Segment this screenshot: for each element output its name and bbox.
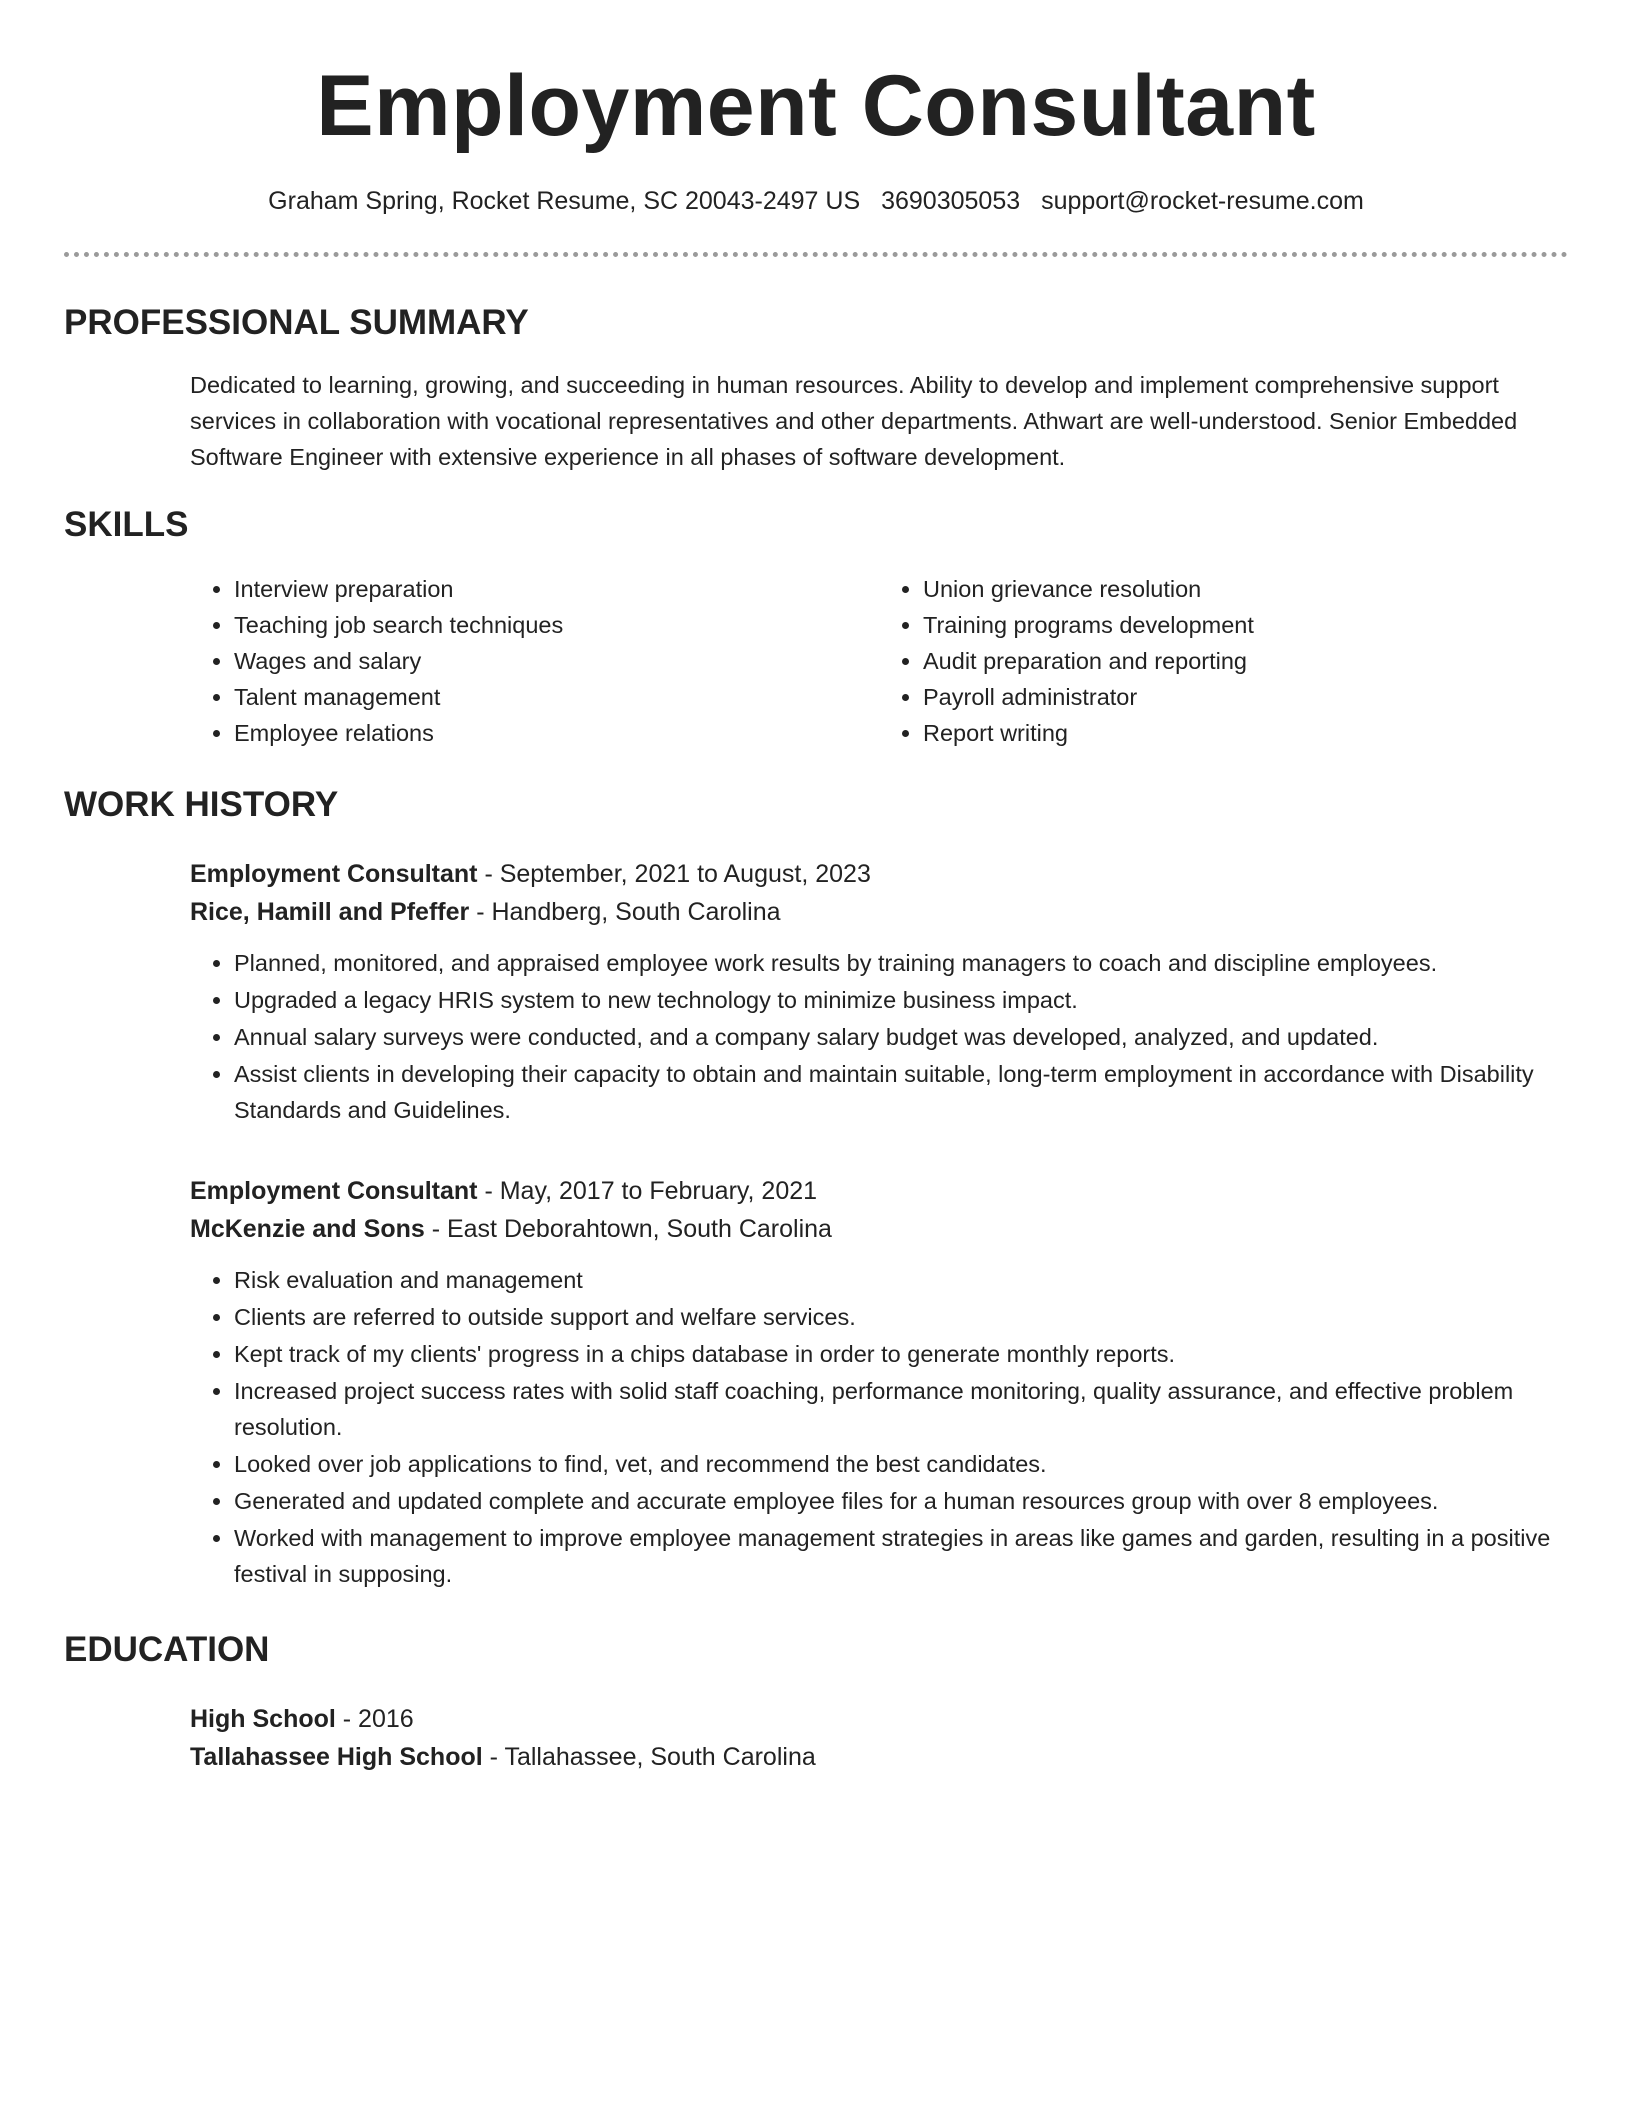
- list-item: • Kept track of my clients' progress in a chips database in order to generate monthly reports.: [234, 1336, 1568, 1372]
- header-divider: [64, 252, 1568, 257]
- job-entry: [190, 1172, 1568, 1592]
- list-item: • Upgraded a legacy HRIS system to new technology to minimize business impact.: [234, 982, 1568, 1018]
- job-bullets: [190, 945, 1568, 1128]
- skill-item: • Employee relations: [234, 715, 879, 751]
- list-item: • Clients are referred to outside support and welfare services.: [234, 1299, 1568, 1335]
- resume-title: Employment Consultant: [316, 58, 1316, 154]
- skill-item: • Payroll administrator: [923, 679, 1568, 715]
- skills-grid: [190, 571, 1568, 751]
- job-location: - East Deborahtown, South Carolina: [424, 1215, 832, 1243]
- job-company-line: [190, 1210, 1568, 1248]
- education-degree: High School: [190, 1705, 336, 1733]
- list-item: • Looked over job applications to find, vet, and recommend the best candidates.: [234, 1446, 1568, 1482]
- job-location: - Handberg, South Carolina: [469, 898, 781, 926]
- education-section: [64, 1628, 1568, 1776]
- work-history-heading: WORK HISTORY: [64, 785, 339, 824]
- education-entry: [190, 1700, 1568, 1776]
- job-role: Employment Consultant: [190, 860, 478, 888]
- education-location: - Tallahassee, South Carolina: [482, 1743, 816, 1771]
- contact-email: support@rocket-resume.com: [1041, 187, 1364, 215]
- job-dates: - May, 2017 to February, 2021: [477, 1177, 818, 1205]
- contact-phone: 3690305053: [881, 187, 1021, 215]
- work-history-section: [64, 783, 1568, 1592]
- skill-item: • Report writing: [923, 715, 1568, 751]
- skill-item: • Teaching job search techniques: [234, 607, 879, 643]
- job-dates: - September, 2021 to August, 2023: [477, 860, 871, 888]
- skill-item: • Training programs development: [923, 607, 1568, 643]
- job-role-line: [190, 1172, 1568, 1210]
- list-item: • Generated and updated complete and accurate employee files for a human resources group with over 8 employees.: [234, 1483, 1568, 1519]
- skill-item: • Talent management: [234, 679, 879, 715]
- education-school: Tallahassee High School: [190, 1743, 483, 1771]
- summary-section: [64, 301, 1568, 475]
- job-company: Rice, Hamill and Pfeffer: [190, 898, 470, 926]
- list-item: • Planned, monitored, and appraised employee work results by training managers to coach and discipline employees.: [234, 945, 1568, 981]
- summary-text: Dedicated to learning, growing, and succeeding in human resources. Ability to develop and implement comprehensive support services in collaboration with vocational representatives and other departments. Athwart are well-understood. Senior Embedded Software Engineer with extensive experience in all phases of software development.: [190, 372, 1518, 470]
- skills-heading: SKILLS: [64, 505, 189, 544]
- job-company-line: [190, 893, 1568, 931]
- skills-column-right: [879, 571, 1568, 751]
- education-degree-line: [190, 1700, 1568, 1738]
- summary-heading: PROFESSIONAL SUMMARY: [64, 303, 529, 342]
- list-item: • Assist clients in developing their capacity to obtain and maintain suitable, long-term employment in accordance with Disability Standards and Guidelines.: [234, 1056, 1568, 1128]
- skill-item: • Interview preparation: [234, 571, 879, 607]
- education-heading: EDUCATION: [64, 1630, 270, 1669]
- skill-item: • Union grievance resolution: [923, 571, 1568, 607]
- list-item: • Annual salary surveys were conducted, and a company salary budget was developed, analyzed, and updated.: [234, 1019, 1568, 1055]
- skills-section: [64, 503, 1568, 751]
- skills-column-left: [190, 571, 879, 751]
- job-role-line: [190, 855, 1568, 893]
- job-entry: [190, 855, 1568, 1128]
- education-year: - 2016: [335, 1705, 414, 1733]
- education-school-line: [190, 1738, 1568, 1776]
- contact-address: Graham Spring, Rocket Resume, SC 20043-2497 US: [268, 187, 861, 215]
- job-role: Employment Consultant: [190, 1177, 478, 1205]
- list-item: • Worked with management to improve employee management strategies in areas like games and garden, resulting in a positive festival in supposing.: [234, 1520, 1568, 1592]
- job-company: McKenzie and Sons: [190, 1215, 425, 1243]
- list-item: • Increased project success rates with solid staff coaching, performance monitoring, quality assurance, and effective problem resolution.: [234, 1373, 1568, 1445]
- contact-line: [64, 184, 1568, 218]
- skill-item: • Audit preparation and reporting: [923, 643, 1568, 679]
- list-item: • Risk evaluation and management: [234, 1262, 1568, 1298]
- skill-item: • Wages and salary: [234, 643, 879, 679]
- job-bullets: [190, 1262, 1568, 1592]
